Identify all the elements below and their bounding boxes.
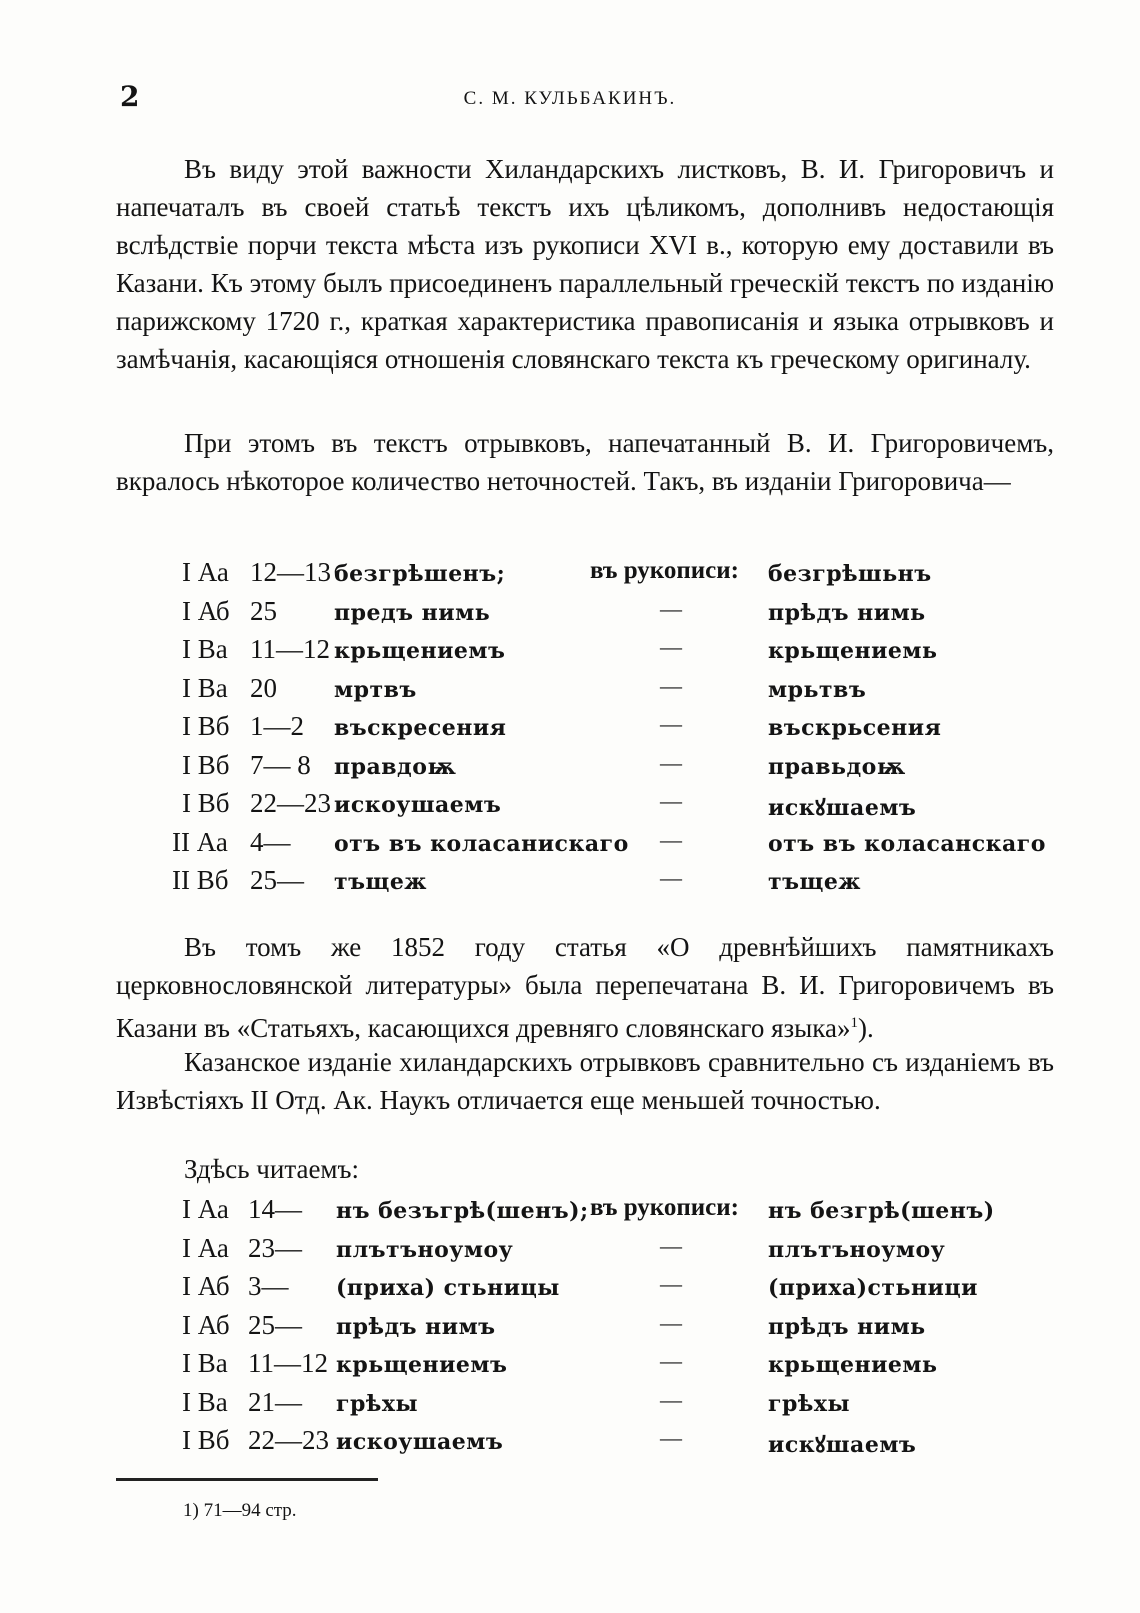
separator-dash: — (660, 788, 682, 813)
folio-ref: I Ва (182, 1348, 228, 1378)
folio-ref: I Вб (182, 1425, 230, 1455)
table-row (0, 557, 1140, 596)
paragraph-3-tail: ). (857, 1013, 874, 1043)
separator-dash: — (660, 634, 682, 659)
paragraph-2-text: При этомъ въ текстъ отрывковъ, напечатанный В. И. Григоровичемъ, вкралось нѣкоторое количество неточностей. Такъ, въ изданіи Григоровича— (116, 428, 1054, 496)
separator-dash: — (660, 1348, 682, 1373)
paragraph-5-text: Здѣсь читаемъ: (184, 1154, 359, 1184)
paragraph-1-text: Въ виду этой важности Хиландарскихъ листковъ, В. И. Григоровичъ и напечаталъ въ своей статьѣ текстъ ихъ цѣликомъ, дополнивъ недостающія вслѣдствіе порчи текста мѣста изъ рукописи XVI в., которую ему доставили въ Казани. Къ этому былъ присоединенъ параллельный греческій текстъ по изданію парижскому 1720 г., краткая характеристика правописанія и языка отрывковъ и замѣчанія, касающіяся отношенія словянскаго текста къ греческому оригиналу. (116, 154, 1054, 374)
manuscript-reading: мрьтвъ (768, 676, 867, 703)
manuscript-reading: грѣхы (768, 1390, 851, 1417)
separator-dash: — (660, 1309, 682, 1335)
footnote-rule (116, 1478, 378, 1481)
printed-reading: нъ безъгрѣ(шенъ); (336, 1198, 589, 1224)
table-row (0, 827, 1140, 866)
printed-reading: плътъноумоу (336, 1236, 514, 1263)
printed-reading: предъ нимь (334, 599, 491, 626)
line-numbers: 11—12 (248, 1348, 328, 1378)
separator-dash: — (660, 711, 682, 736)
paragraph-2 (116, 424, 1054, 500)
separator-dash: — (660, 749, 682, 775)
line-numbers: 21— (248, 1386, 302, 1417)
separator-dash: — (660, 865, 682, 890)
folio-ref: II Вб (172, 865, 229, 895)
running-head: С. М. КУЛЬБАКИНЪ. (463, 88, 677, 109)
manuscript-reading: тъщеж (768, 869, 862, 895)
printed-reading: крьщениемъ (334, 638, 506, 664)
paragraph-3 (116, 928, 1054, 1047)
table-row (0, 1194, 1140, 1233)
line-numbers: 22—23 (248, 1425, 329, 1455)
line-numbers: 25— (248, 1309, 302, 1340)
manuscript-reading: плътъноумоу (768, 1236, 946, 1263)
printed-reading: мртвъ (334, 676, 417, 703)
folio-ref: I Аб (182, 1309, 230, 1340)
printed-reading: правдоѭ (334, 753, 457, 780)
printed-reading: искоушаемъ (336, 1429, 504, 1455)
paragraph-1 (116, 150, 1054, 378)
collation-table-1 (0, 557, 1140, 904)
table-row (0, 788, 1140, 827)
table-row (0, 865, 1140, 904)
folio-ref: I Аа (182, 1194, 229, 1224)
separator-dash: — (660, 595, 682, 621)
separator-dash: — (660, 1425, 682, 1450)
manuscript-reading: искꙋшаемъ (768, 795, 917, 821)
folio-ref: I Ва (182, 672, 228, 703)
line-numbers: 22—23 (250, 788, 331, 818)
printed-reading: грѣхы (336, 1390, 419, 1417)
table-row (0, 711, 1140, 750)
footnote-ref: 1 (850, 1015, 858, 1031)
separator-dash: — (660, 672, 682, 698)
manuscript-reading: безгрѣшьнъ (768, 561, 932, 587)
manuscript-reading: правьдоѭ (768, 753, 906, 780)
folio-ref: I Вб (182, 788, 230, 818)
folio-ref: I Вб (182, 749, 230, 780)
manuscript-reading: крьщениемь (768, 638, 938, 664)
printed-reading: тъщеж (334, 869, 428, 895)
table-row (0, 1233, 1140, 1272)
manuscript-reading: прѣдъ нимь (768, 1313, 926, 1340)
folio-ref: I Аа (182, 557, 229, 587)
folio-ref: I Ва (182, 1386, 228, 1417)
manuscript-label: въ рукописи: (590, 1194, 739, 1221)
table-row (0, 673, 1140, 712)
line-numbers: 7— 8 (250, 749, 311, 780)
printed-reading: прѣдъ нимъ (336, 1313, 496, 1340)
line-numbers: 25— (250, 865, 304, 895)
line-numbers: 3— (248, 1271, 289, 1301)
folio-ref: I Аб (182, 595, 230, 626)
table-row (0, 1387, 1140, 1426)
table-row (0, 1425, 1140, 1464)
line-numbers: 14— (248, 1194, 302, 1224)
line-numbers: 1—2 (250, 711, 304, 741)
printed-reading: искоушаемъ (334, 792, 502, 818)
table-row (0, 1271, 1140, 1310)
table-row (0, 750, 1140, 789)
table-row (0, 596, 1140, 635)
line-numbers: 23— (248, 1232, 302, 1263)
paragraph-5 (116, 1150, 1054, 1188)
separator-dash: — (660, 826, 682, 852)
folio-ref: II Аа (172, 826, 228, 857)
footnote: 1) 71—94 стр. (183, 1500, 297, 1521)
printed-reading: безгрѣшенъ; (334, 561, 506, 587)
manuscript-reading: нъ безгрѣ(шенъ) (768, 1198, 995, 1224)
line-numbers: 20 (250, 672, 277, 703)
separator-dash: — (660, 1386, 682, 1412)
printed-reading: отъ въ коласанискаго (334, 830, 629, 857)
table-row (0, 1310, 1140, 1349)
separator-dash: — (660, 1232, 682, 1258)
manuscript-reading: прѣдъ нимь (768, 599, 926, 626)
paragraph-4-text: Казанское изданіе хиландарскихъ отрывковъ сравнительно съ изданіемъ въ Извѣстіяхъ II Отд. Ак. Наукъ отличается еще меньшей точностью. (116, 1047, 1054, 1115)
table-row (0, 634, 1140, 673)
page-number: 2 (120, 80, 140, 113)
line-numbers: 4— (250, 826, 291, 857)
manuscript-reading: въскрьсения (768, 715, 942, 741)
folio-ref: I Ва (182, 634, 228, 664)
paragraph-3-text: Въ томъ же 1852 году статья «О древнѣйшихъ памятникахъ церковнословянской литературы» была перепечатана В. И. Григоровичемъ въ Казани въ «Статьяхъ, касающихся древняго словянскаго языка» (116, 932, 1054, 1043)
printed-reading: крьщениемъ (336, 1352, 508, 1378)
printed-reading: въскресения (334, 715, 507, 741)
line-numbers: 11—12 (250, 634, 330, 664)
collation-table-2 (0, 1194, 1140, 1464)
line-numbers: 25 (250, 595, 277, 626)
manuscript-reading: отъ въ коласанскаго (768, 830, 1046, 857)
separator-dash: — (660, 1271, 682, 1296)
manuscript-label: въ рукописи: (590, 557, 739, 584)
paragraph-4 (116, 1043, 1054, 1119)
manuscript-reading: крьщениемь (768, 1352, 938, 1378)
manuscript-reading: (приха)стьници (768, 1275, 978, 1301)
folio-ref: I Аа (182, 1232, 229, 1263)
table-row (0, 1348, 1140, 1387)
manuscript-reading: искꙋшаемъ (768, 1432, 917, 1458)
folio-ref: I Аб (182, 1271, 230, 1301)
printed-reading: (приха) стьницы (336, 1275, 560, 1301)
folio-ref: I Вб (182, 711, 230, 741)
line-numbers: 12—13 (250, 557, 331, 587)
